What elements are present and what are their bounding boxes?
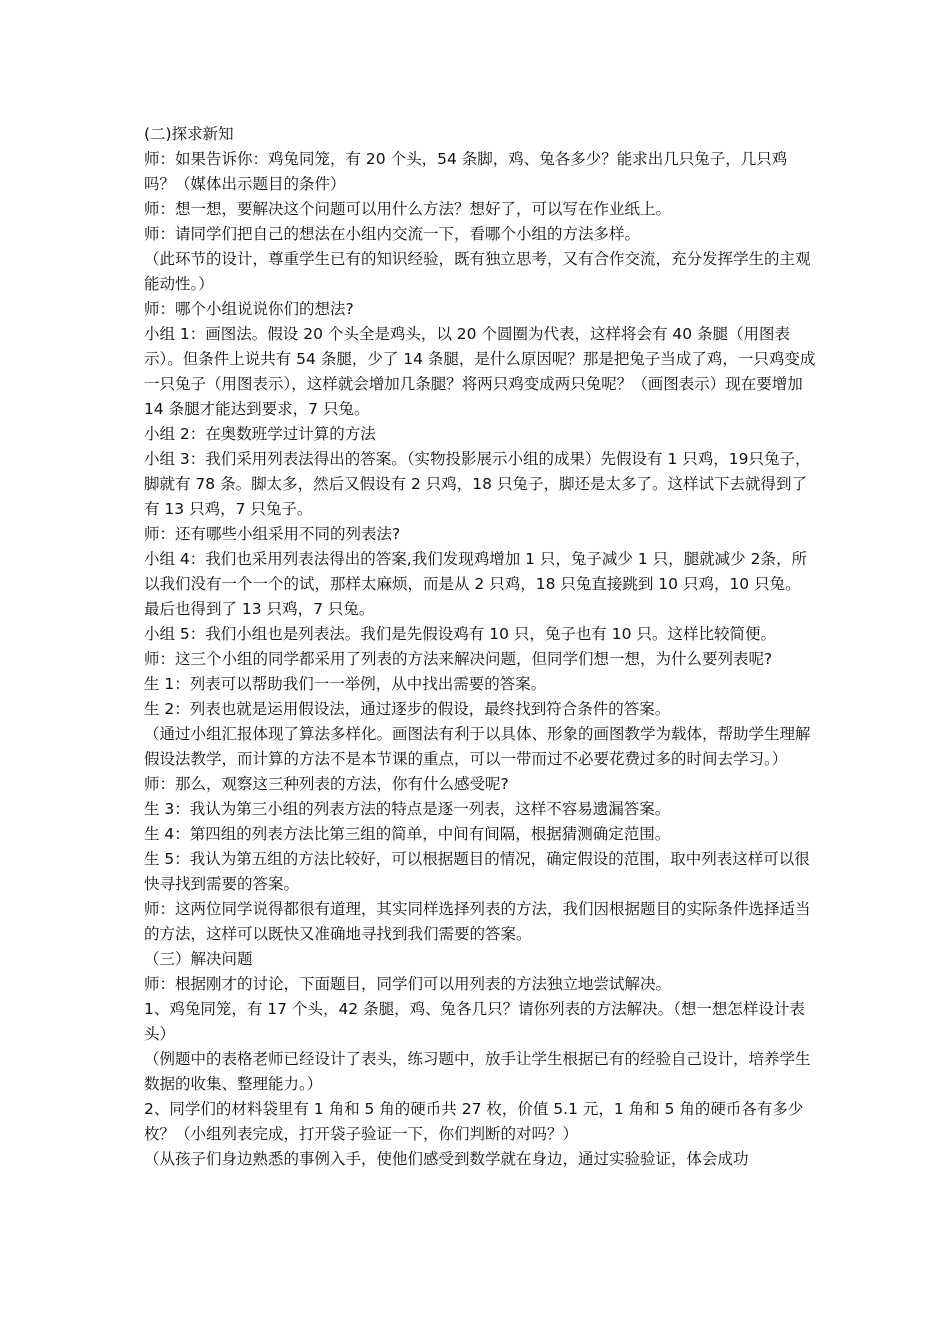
group-3-answer: 小组 3：我们采用列表法得出的答案。（实物投影展示小组的成果）先假设有 1 只鸡，19只兔子，脚就有 78 条。脚太多，然后又假设有 2 只鸡，18 只兔子，脚还是太多了。这样试下去就得到了有 13 只鸡，7 只兔子。 — [144, 450, 811, 518]
teacher-prompt-group-discussion: 师：请同学们把自己的想法在小组内交流一下，看哪个小组的方法多样。 — [144, 225, 641, 243]
group-4-answer: 小组 4：我们也采用列表法得出的答案,我们发现鸡增加 1 只，兔子减少 1 只，腿就减少 2条，所以我们没有一个一个的试，那样太麻烦，而是从 2 只鸡，18 只兔直接跳到 10 只鸡，10 只兔。最后也得到了 13 只鸡，7 只兔。 — [144, 550, 807, 618]
exercise-2: 2、同学们的材料袋里有 1 角和 5 角的硬币共 27 枚，价值 5.1 元，1 角和 5 角的硬币各有多少枚？（小组列表完成，打开袋子验证一下，你们判断的对吗？） — [144, 1100, 804, 1143]
student-3-answer: 生 3：我认为第三小组的列表方法的特点是逐一列表，这样不容易遗漏答案。 — [144, 800, 671, 818]
teacher-summary: 师：这两位同学说得都很有道理，其实同样选择列表的方法，我们因根据题目的实际条件选择适当的方法，这样可以既快又准确地寻找到我们需要的答案。 — [144, 900, 811, 943]
design-note-3: （例题中的表格老师已经设计了表头，练习题中，放手让学生根据已有的经验自己设计，培养学生数据的收集、整理能力。） — [144, 1050, 811, 1093]
group-2-answer: 小组 2：在奥数班学过计算的方法 — [144, 425, 376, 443]
design-note-2: （通过小组汇报体现了算法多样化。画图法有利于以具体、形象的画图教学为载体，帮助学生理解假设法教学，而计算的方法不是本节课的重点，可以一带而过不必要花费过多的时间去学习。） — [144, 725, 811, 768]
student-4-answer: 生 4：第四组的列表方法比第三组的简单，中间有间隔，根据猜测确定范围。 — [144, 825, 671, 843]
teacher-question-problem: 师：如果告诉你：鸡兔同笼，有 20 个头，54 条脚，鸡、兔各多少？能求出几只兔子，几只鸡吗？（媒体出示题目的条件） — [144, 150, 788, 193]
teacher-why-table: 师：这三个小组的同学都采用了列表的方法来解决问题，但同学们想一想，为什么要列表呢? — [144, 650, 773, 668]
group-1-answer: 小组 1：画图法。假设 20 个头全是鸡头，以 20 个圆圈为代表，这样将会有 40 条腿（用图表示）。但条件上说共有 54 条腿，少了 14 条腿，是什么原因呢？那是把兔子当成了鸡，一只鸡变成一只兔子（用图表示），这样就会增加几条腿？将两只鸡变成两只兔呢？（画图表示）现在要增加 14 条腿才能达到要求，7 只兔。 — [144, 325, 816, 418]
student-1-answer: 生 1：列表可以帮助我们一一举例，从中找出需要的答案。 — [144, 675, 547, 693]
group-5-answer: 小组 5：我们小组也是列表法。我们是先假设鸡有 10 只，兔子也有 10 只。这样比较简便。 — [144, 625, 776, 643]
section-heading-solve: （三）解决问题 — [144, 950, 253, 968]
design-note-4: （从孩子们身边熟悉的事例入手，使他们感受到数学就在身边，通过实验验证，体会成功 — [144, 1150, 749, 1168]
exercise-1: 1、鸡兔同笼，有 17 个头，42 条腿，鸡、兔各几只？请你列表的方法解决。（想一想怎样设计表头） — [144, 1000, 805, 1043]
design-note-1: （此环节的设计，尊重学生已有的知识经验，既有独立思考，又有合作交流，充分发挥学生的主观能动性。） — [144, 250, 811, 293]
teacher-ask-other-tables: 师：还有哪些小组采用不同的列表法? — [144, 525, 401, 543]
teacher-exercise-intro: 师：根据刚才的讨论，下面题目，同学们可以用列表的方法独立地尝试解决。 — [144, 975, 672, 993]
teacher-ask-groups: 师：哪个小组说说你们的想法? — [144, 300, 354, 318]
document-page — [144, 122, 816, 1172]
teacher-ask-feelings: 师：那么，观察这三种列表的方法，你有什么感受呢? — [144, 775, 509, 793]
student-2-answer: 生 2：列表也就是运用假设法，通过逐步的假设，最终找到符合条件的答案。 — [144, 700, 671, 718]
student-5-answer: 生 5：我认为第五组的方法比较好，可以根据题目的情况，确定假设的范围，取中列表这样可以很快寻找到需要的答案。 — [144, 850, 810, 893]
section-heading-explore: (二)探求新知 — [144, 125, 234, 143]
teacher-prompt-method: 师：想一想，要解决这个问题可以用什么方法？想好了，可以写在作业纸上。 — [144, 200, 672, 218]
